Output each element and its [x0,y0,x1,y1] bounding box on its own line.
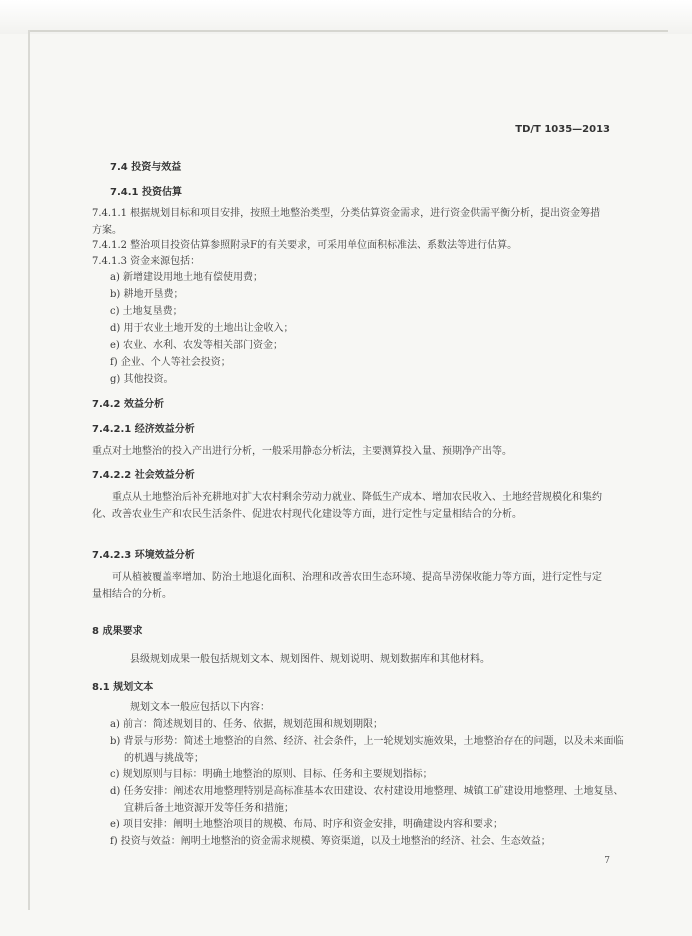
para-7-4-1-2: 7.4.1.2 整治项目投资估算参照附录F的有关要求，可采用单位面积标准法、系数法等进行估算。 [92,240,518,251]
source-item-d: d) 用于农业土地开发的土地出让金收入； [110,323,294,334]
heading-8: 8 成果要求 [92,626,143,637]
text-item-d: d) 任务安排：阐述农用地整理特别是高标准基本农田建设、农村建设用地整理、城镇工矿建设用地整理、土地复垦、宜耕后备土地资源开发等任务和措施； [110,786,624,814]
heading-7-4-2: 7.4.2 效益分析 [92,399,164,410]
page-number: 7 [604,856,610,866]
scan-top-band [0,0,692,34]
heading-8-1: 8.1 规划文本 [92,682,154,693]
heading-7-4-1: 7.4.1 投资估算 [110,187,182,198]
text-item-b: b) 背景与形势：简述土地整治的自然、经济、社会条件，上一轮规划实施效果，土地整治存在的问题，以及未来面临的机遇与挑战等； [110,736,624,764]
source-item-e: e) 农业、水利、农发等相关部门资金； [110,340,283,351]
para-7-4-1-3: 7.4.1.3 资金来源包括： [92,256,201,267]
heading-7-4-2-2: 7.4.2.2 社会效益分析 [92,470,195,481]
para-7-4-2-3: 可从植被覆盖率增加、防治土地退化面积、治理和改善农田生态环境、提高旱涝保收能力等方面，进行定性与定量相结合的分析。 [92,572,602,600]
source-item-b: b) 耕地开垦费； [110,289,184,300]
source-item-g: g) 其他投资。 [110,374,174,385]
para-8-1-intro: 规划文本一般应包括以下内容： [130,702,270,713]
standard-code: TD/T 1035—2013 [515,124,610,135]
source-item-a: a) 新增建设用地土地有偿使用费； [110,272,264,283]
heading-7-4-2-3: 7.4.2.3 环境效益分析 [92,550,195,561]
heading-7-4: 7.4 投资与效益 [110,162,182,173]
text-item-e: e) 项目安排：阐明土地整治项目的规模、布局、时序和资金安排，明确建设内容和要求； [110,819,503,830]
text-item-f: f) 投资与效益：阐明土地整治的资金需求规模、筹资渠道，以及土地整治的经济、社会、生态效益； [110,836,551,847]
page-top-edge [28,30,668,32]
page-left-edge [28,30,30,910]
source-item-f: f) 企业、个人等社会投资； [110,357,231,368]
para-7-4-2-2: 重点从土地整治后补充耕地对扩大农村剩余劳动力就业、降低生产成本、增加农民收入、土地经营规模化和集约化、改善农业生产和农民生活条件、促进农村现代化建设等方面，进行定性与定量相结合的分析。 [92,492,602,520]
heading-7-4-2-1: 7.4.2.1 经济效益分析 [92,424,195,435]
para-8-intro: 县级规划成果一般包括规划文本、规划图件、规划说明、规划数据库和其他材料。 [130,654,490,665]
para-7-4-2-1: 重点对土地整治的投入产出进行分析，一般采用静态分析法，主要测算投入量、预期净产出等。 [92,446,512,457]
text-item-a: a) 前言：简述规划目的、任务、依据，规划范围和规划期限； [110,719,384,730]
text-item-c: c) 规划原则与目标：明确土地整治的原则、目标、任务和主要规划指标； [110,769,433,780]
para-7-4-1-1: 7.4.1.1 根据规划目标和项目安排，按照土地整治类型，分类估算资金需求，进行资金供需平衡分析，提出资金筹措方案。 [92,208,601,236]
source-item-c: c) 土地复垦费； [110,306,183,317]
